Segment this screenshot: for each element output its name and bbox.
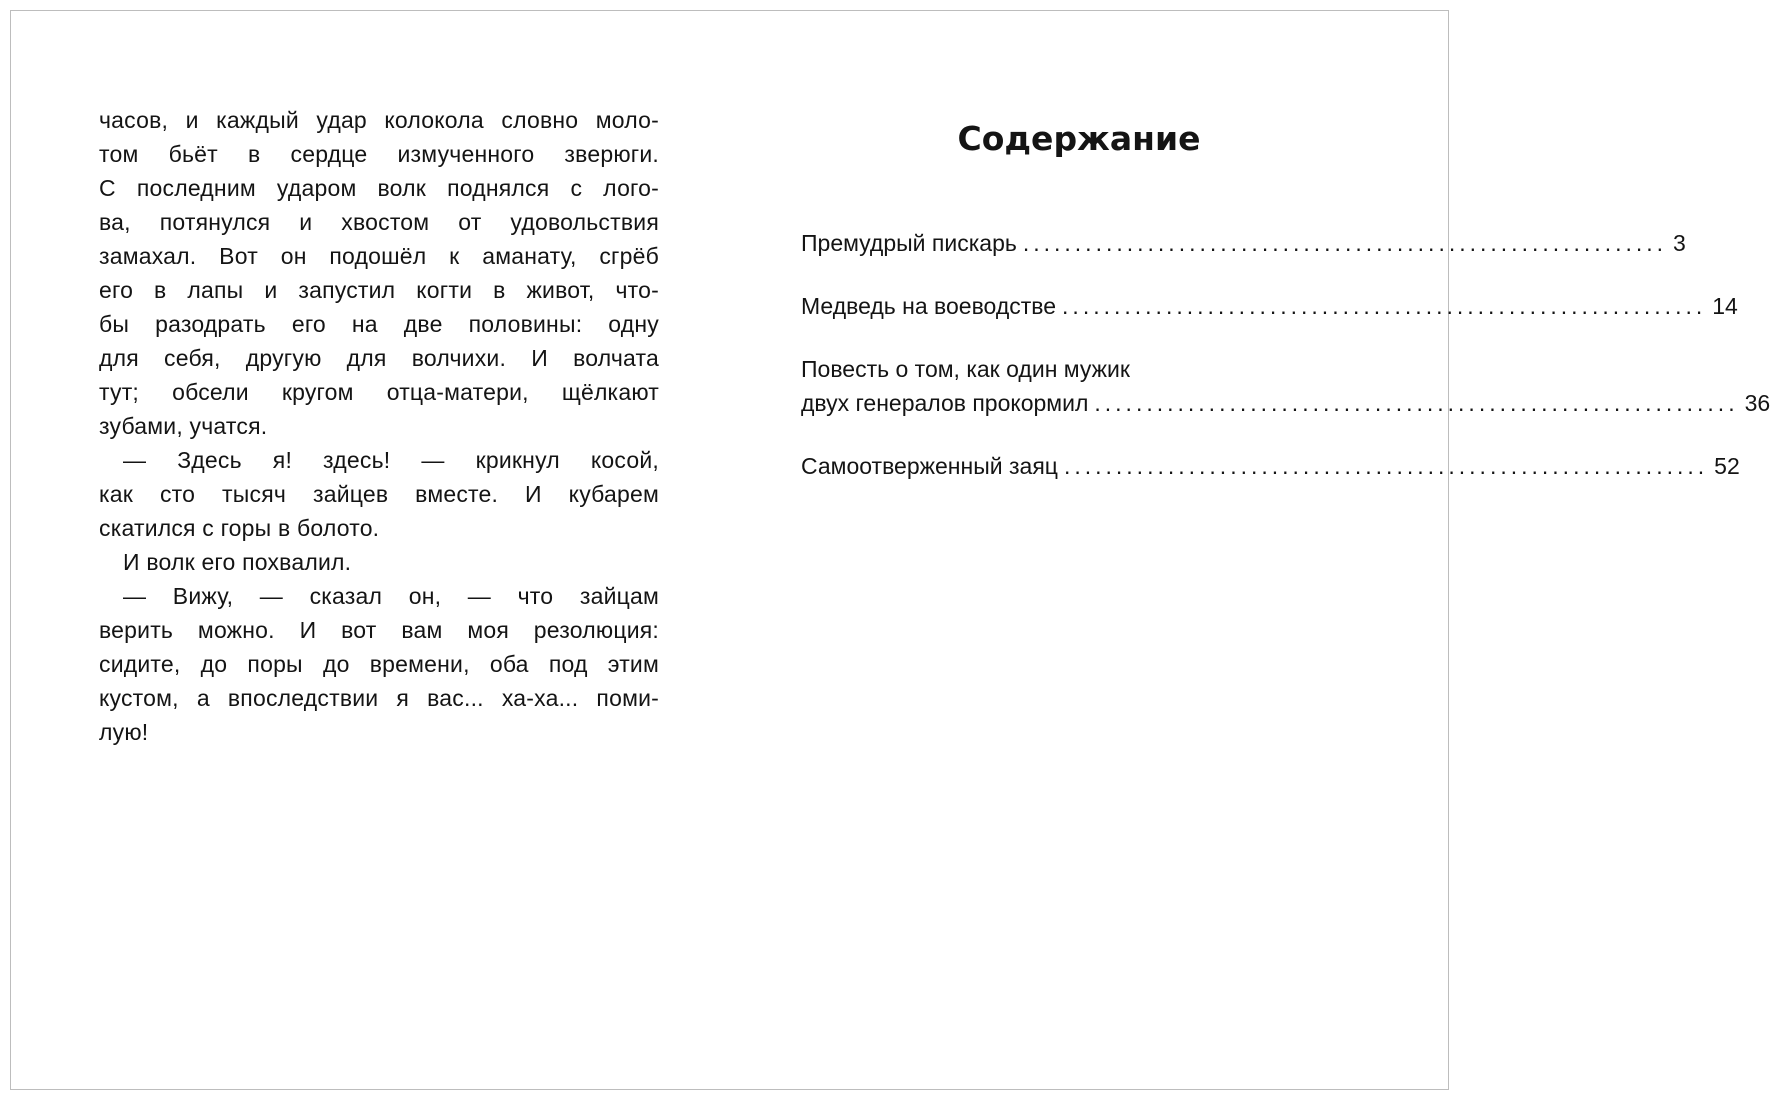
text-line: зубами, учатся. xyxy=(99,413,268,439)
text-line: И волк его похвалил. xyxy=(123,549,352,575)
text-line: С последним ударом волк поднялся с лого- xyxy=(99,175,659,201)
text-line: — Здесь я! здесь! — крикнул косой, xyxy=(123,447,659,473)
toc-page-number: 14 xyxy=(1712,293,1738,319)
toc-entry-title: Самоотверженный заяц xyxy=(801,453,1058,479)
toc-row xyxy=(801,449,1740,483)
toc-page-number: 36 xyxy=(1744,390,1770,416)
toc-dot-leader: .............................................................. xyxy=(1022,230,1668,256)
toc-row xyxy=(801,226,1686,260)
text-line: лую! xyxy=(99,719,149,745)
toc-entry-title: двух генералов прокормил xyxy=(801,390,1089,416)
text-line: для себя, другую для волчихи. И волчата xyxy=(99,345,659,371)
text-line: том бьёт в сердце измученного зверюги. xyxy=(99,141,659,167)
text-line: кустом, а впоследствии я вас... ха-ха... поми- xyxy=(99,685,659,711)
toc-entry[interactable] xyxy=(801,289,1738,323)
toc-dot-leader: .............................................................. xyxy=(1094,390,1739,416)
toc-entry-title: Премудрый пискарь xyxy=(801,230,1017,256)
text-line: ва, потянулся и хвостом от удовольствия xyxy=(99,209,659,235)
story-text xyxy=(99,103,659,749)
text-line: скатился с горы в болото. xyxy=(99,515,380,541)
text-line: как сто тысяч зайцев вместе. И кубарем xyxy=(99,481,659,507)
toc-dot-leader: .............................................................. xyxy=(1063,453,1709,479)
toc-entry-title-line: Повесть о том, как один мужик xyxy=(801,356,1130,382)
toc-entry[interactable] xyxy=(801,449,1740,483)
text-line: часов, и каждый удар колокола словно моло- xyxy=(99,107,659,133)
toc-title: Содержание xyxy=(957,119,1201,158)
toc-page-number: 3 xyxy=(1673,230,1686,256)
toc-row xyxy=(801,289,1738,323)
toc-dot-leader: .............................................................. xyxy=(1062,293,1707,319)
text-line: его в лапы и запустил когти в живот, что- xyxy=(99,277,659,303)
text-line: замахал. Вот он подошёл к аманату, сгрёб xyxy=(99,243,659,269)
text-line: — Вижу, — сказал он, — что зайцам xyxy=(123,583,659,609)
toc-entry[interactable] xyxy=(801,352,1770,420)
toc-list xyxy=(801,226,1770,483)
text-line: сидите, до поры до времени, оба под этим xyxy=(99,651,659,677)
text-line: бы разодрать его на две половины: одну xyxy=(99,311,659,337)
toc-entry[interactable] xyxy=(801,226,1686,260)
toc-entry-title: Медведь на воеводстве xyxy=(801,293,1057,319)
text-line: тут; обсели кругом отца-матери, щёлкают xyxy=(99,379,659,405)
book-spread xyxy=(10,10,1770,1090)
right-page xyxy=(801,109,1770,512)
text-line: верить можно. И вот вам моя резолюция: xyxy=(99,617,659,643)
toc-page-number: 52 xyxy=(1714,453,1740,479)
toc-row xyxy=(801,386,1770,420)
left-page xyxy=(99,103,659,749)
